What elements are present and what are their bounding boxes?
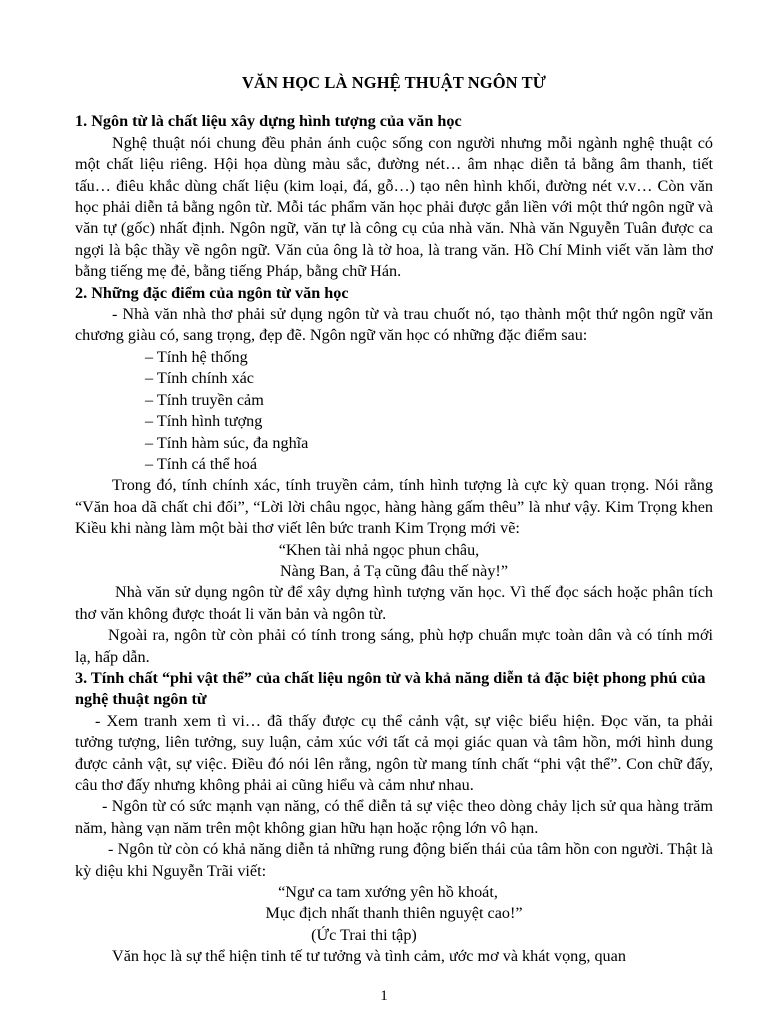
section-2-paragraph-4: Ngoài ra, ngôn từ còn phải có tính trong sáng, phù hợp chuẩn mực toàn dân và có tính mới lạ, hấp dẫn. xyxy=(75,626,713,666)
section-2-paragraph-2: Trong đó, tính chính xác, tính truyền cảm, tính hình tượng là cực kỳ quan trọng. Nói rằng “Văn hoa dã chất chi đối”, “Lời lời châu ngọc, hàng hàng gấm thêu” là như vậy. Kim Trọng khen Kiều khi nàng làm một bài thơ viết lên bức tranh Kim Trọng mới vẽ: xyxy=(75,476,713,538)
list-item: – Tính hàm súc, đa nghĩa xyxy=(145,433,309,452)
section-2-paragraph-1: - Nhà văn nhà thơ phải sử dụng ngôn từ và trau chuốt nó, tạo thành một thứ ngôn ngữ văn chương giàu có, sang trọng, đẹp đẽ. Ngôn ngữ văn học có những đặc điểm sau: xyxy=(75,305,713,345)
features-list xyxy=(145,347,713,475)
section-1-heading: 1. Ngôn từ là chất liệu xây dựng hình tượng của văn học xyxy=(75,112,462,131)
page-number: 1 xyxy=(380,988,388,1004)
quote-line: Mục địch nhất thanh thiên nguyệt cao!” xyxy=(265,904,523,923)
quote-line: Nàng Ban, ả Tạ cũng đâu thế này!” xyxy=(279,561,509,580)
section-1-paragraph-1: Nghệ thuật nói chung đều phản ánh cuộc sống con người nhưng mỗi ngành nghệ thuật có một chất liệu riêng. Hội họa dùng màu sắc, đường nét… âm nhạc diễn tả bằng âm thanh, tiết tấu… điêu khắc dùng chất liệu (kim loại, đá, gỗ…) tạo nên hình khối, đường nét v.v… Còn văn học phải diễn tả bằng ngôn từ. Mỗi tác phẩm văn học phải được gắn liền với một thứ ngôn ngữ và văn tự (gốc) nhất định. Ngôn ngữ, văn tự là công cụ của nhà văn. Nhà văn Nguyễn Tuân được ca ngợi là bậc thầy về ngôn ngữ. Văn của ông là tờ hoa, là trang văn. Hồ Chí Minh viết văn làm thơ bằng tiếng mẹ đẻ, bằng tiếng Pháp, bằng chữ Hán. xyxy=(75,133,713,281)
list-item: – Tính hệ thống xyxy=(145,347,248,366)
list-item: – Tính cá thể hoá xyxy=(145,454,258,473)
section-2-heading: 2. Những đặc điểm của ngôn từ văn học xyxy=(75,283,349,302)
page-title: VĂN HỌC LÀ NGHỆ THUẬT NGÔN TỪ xyxy=(242,73,546,92)
document-body xyxy=(75,72,713,968)
list-item: – Tính hình tượng xyxy=(145,412,263,431)
section-3-paragraph-3: - Ngôn từ còn có khả năng diễn tả những rung động biến thái của tâm hồn con người. Thật là kỳ diệu khi Nguyễn Trãi viết: xyxy=(75,840,713,880)
quote-source: (Ức Trai thi tập) xyxy=(311,925,417,944)
section-3-heading: 3. Tính chất “phi vật thể” của chất liệu ngôn từ và khả năng diễn tả đặc biệt phong phú của nghệ thuật ngôn từ xyxy=(75,668,706,709)
quote-line: “Ngư ca tam xướng yên hồ khoát, xyxy=(278,883,498,902)
section-3-paragraph-4: Văn học là sự thể hiện tinh tế tư tưởng và tình cảm, ước mơ và khát vọng, quan xyxy=(112,947,626,966)
quote-line: “Khen tài nhả ngọc phun châu, xyxy=(278,540,480,559)
section-3-paragraph-1: - Xem tranh xem tì vi… đã thấy được cụ thể cảnh vật, sự việc biểu hiện. Đọc văn, ta phải tưởng tượng, liên tưởng, suy luận, cảm xúc với tất cả mọi giác quan và tâm hồn, mới hình dung được cảnh vật, sự việc. Điều đó nói lên rằng, ngôn từ mang tính chất “phi vật thể”. Con chữ đấy, câu thơ đấy nhưng không phải ai cũng hiểu và cảm như nhau. xyxy=(75,711,713,794)
list-item: – Tính chính xác xyxy=(145,369,254,388)
list-item: – Tính truyền cảm xyxy=(145,390,264,409)
section-2-paragraph-3: Nhà văn sử dụng ngôn từ để xây dựng hình tượng văn học. Vì thế đọc sách hoặc phân tích thơ văn không được thoát li văn bản và ngôn từ. xyxy=(75,583,713,623)
section-3-paragraph-2: - Ngôn từ có sức mạnh vạn năng, có thể diễn tả sự việc theo dòng chảy lịch sử qua hàng trăm năm, hàng vạn năm trên một không gian hữu hạn hoặc rộng lớn vô hạn. xyxy=(75,797,713,837)
